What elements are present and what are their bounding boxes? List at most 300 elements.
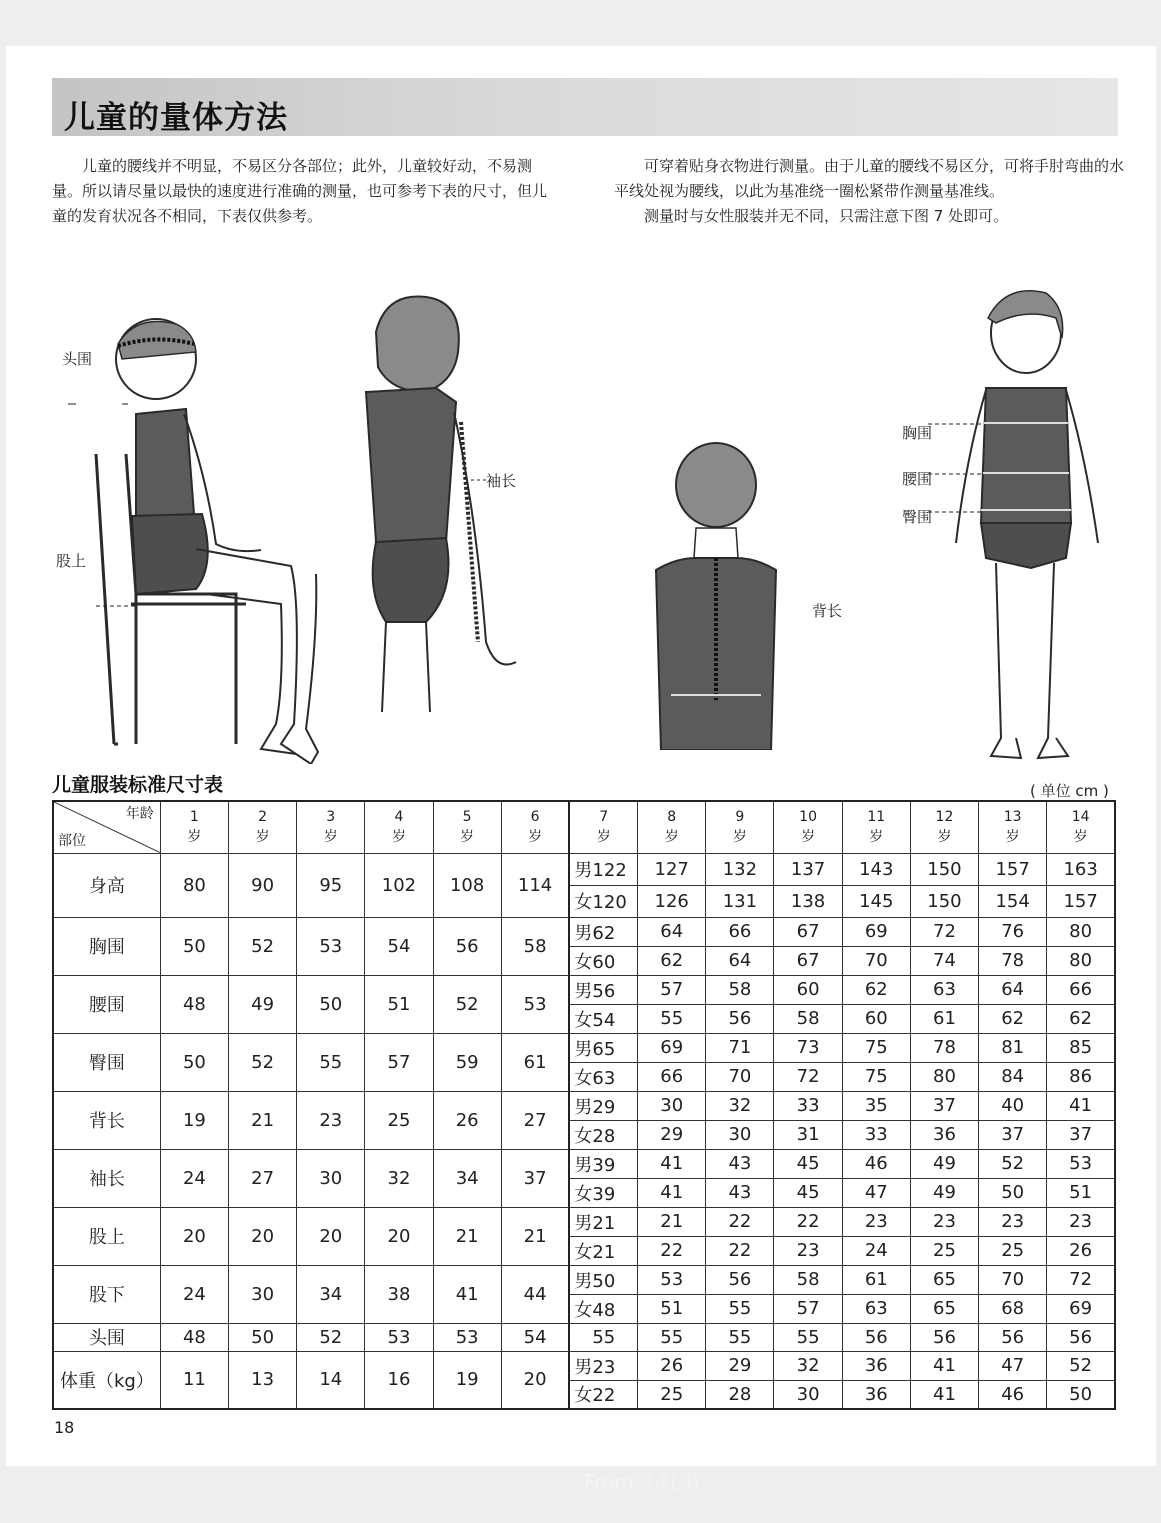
table-cell: 13 [228, 1351, 296, 1409]
age-unit: 岁 [1005, 829, 1020, 846]
age-number: 12 [935, 809, 954, 826]
row-part-label: 袖长 [53, 1149, 160, 1207]
age-number: 10 [799, 809, 817, 826]
age-number: 2 [258, 809, 268, 826]
table-cell-female: 70 [706, 1062, 774, 1091]
age-header-10 [774, 801, 842, 853]
table-row [53, 1207, 1115, 1236]
table-cell-male: 80 [1047, 917, 1115, 946]
table-cell: 50 [160, 1033, 228, 1091]
table-cell-male: 143 [842, 853, 910, 885]
row-part-label: 腰围 [53, 975, 160, 1033]
table-cell-female: 68 [979, 1294, 1047, 1323]
corner-age-label: 年龄 [125, 806, 154, 822]
age-header-13 [979, 801, 1047, 853]
table-cell-female: 41 [910, 1380, 978, 1409]
table-cell: 32 [365, 1149, 433, 1207]
table-row [53, 1149, 1115, 1178]
table-cell: 26 [433, 1091, 501, 1149]
age-unit: 岁 [937, 829, 952, 846]
table-cell-male: 33 [774, 1091, 842, 1120]
table-cell-female: 61 [910, 1004, 978, 1033]
label-head: 头围 [62, 350, 93, 368]
table-cell-female: 58 [774, 1004, 842, 1033]
table-cell-male: 66 [1047, 975, 1115, 1004]
age-header-6 [501, 801, 569, 853]
table-cell-male: 78 [910, 1033, 978, 1062]
table-cell-female: 62 [638, 946, 706, 975]
age-number: 13 [1003, 809, 1022, 826]
table-cell: 27 [501, 1091, 569, 1149]
table-cell-female: 36 [910, 1120, 978, 1149]
table-cell-female: 62 [1047, 1004, 1115, 1033]
table-cell-male: 58 [706, 975, 774, 1004]
table-cell: 41 [433, 1265, 501, 1323]
table-cell-female: 23 [774, 1236, 842, 1265]
table-cell-male: 53 [1047, 1149, 1115, 1178]
table-cell-male: 32 [774, 1351, 842, 1380]
age-unit: 岁 [528, 829, 543, 846]
table-cell-male: 69 [638, 1033, 706, 1062]
table-row [53, 975, 1115, 1004]
table-cell-female: 女22 [569, 1380, 637, 1409]
table-cell: 19 [433, 1351, 501, 1409]
table-cell-female: 47 [842, 1178, 910, 1207]
table-cell-female: 86 [1047, 1062, 1115, 1091]
age-header-9 [706, 801, 774, 853]
table-cell-female: 157 [1047, 885, 1115, 917]
table-cell-male: 男50 [569, 1265, 637, 1294]
table-cell: 20 [501, 1351, 569, 1409]
table-cell-female: 25 [638, 1380, 706, 1409]
table-cell: 20 [297, 1207, 365, 1265]
figure-back-child [646, 440, 786, 750]
table-cell: 52 [297, 1323, 365, 1351]
table-cell: 58 [501, 917, 569, 975]
table-cell-male: 72 [910, 917, 978, 946]
table-cell: 20 [228, 1207, 296, 1265]
table-cell-male: 23 [1047, 1207, 1115, 1236]
table-cell: 16 [365, 1351, 433, 1409]
table-corner-cell [53, 801, 160, 853]
table-cell-male: 58 [774, 1265, 842, 1294]
table-cell-female: 31 [774, 1120, 842, 1149]
age-header-14 [1047, 801, 1115, 853]
table-cell-female: 84 [979, 1062, 1047, 1091]
table-cell-female: 43 [706, 1178, 774, 1207]
table-cell-female: 37 [1047, 1120, 1115, 1149]
table-cell-male: 29 [706, 1351, 774, 1380]
table-cell-female: 145 [842, 885, 910, 917]
table-cell-male: 163 [1047, 853, 1115, 885]
table-cell-female: 女48 [569, 1294, 637, 1323]
table-cell: 55 [638, 1323, 706, 1351]
table-cell: 52 [433, 975, 501, 1033]
table-cell-female: 女28 [569, 1120, 637, 1149]
table-cell-male: 45 [774, 1149, 842, 1178]
table-cell-female: 60 [842, 1004, 910, 1033]
row-part-label: 股下 [53, 1265, 160, 1323]
table-cell-male: 73 [774, 1033, 842, 1062]
table-cell-female: 女39 [569, 1178, 637, 1207]
table-cell: 55 [297, 1033, 365, 1091]
table-cell-male: 61 [842, 1265, 910, 1294]
age-unit: 岁 [732, 829, 747, 846]
table-cell-female: 74 [910, 946, 978, 975]
table-cell-female: 78 [979, 946, 1047, 975]
table-cell-male: 56 [706, 1265, 774, 1294]
table-cell-female: 80 [1047, 946, 1115, 975]
table-cell: 52 [228, 917, 296, 975]
table-cell-male: 41 [638, 1149, 706, 1178]
table-cell: 37 [501, 1149, 569, 1207]
age-header-5 [433, 801, 501, 853]
age-header-12 [910, 801, 978, 853]
table-cell-female: 28 [706, 1380, 774, 1409]
table-cell: 48 [160, 975, 228, 1033]
table-cell-female: 126 [638, 885, 706, 917]
table-cell-female: 50 [1047, 1380, 1115, 1409]
table-cell-female: 69 [1047, 1294, 1115, 1323]
table-cell-female: 138 [774, 885, 842, 917]
intro-right [614, 154, 1126, 229]
table-cell: 24 [160, 1149, 228, 1207]
table-row [53, 1265, 1115, 1294]
table-cell: 50 [160, 917, 228, 975]
table-cell: 54 [501, 1323, 569, 1351]
age-number: 11 [867, 809, 886, 826]
age-unit: 岁 [1073, 829, 1088, 846]
table-cell: 25 [365, 1091, 433, 1149]
table-cell-male: 64 [638, 917, 706, 946]
table-cell: 30 [297, 1149, 365, 1207]
table-cell-female: 63 [842, 1294, 910, 1323]
figure-front-child [926, 278, 1126, 773]
row-part-label: 臀围 [53, 1033, 160, 1091]
table-cell: 56 [433, 917, 501, 975]
table-cell-male: 26 [638, 1351, 706, 1380]
table-cell-male: 男62 [569, 917, 637, 946]
table-cell-female: 女54 [569, 1004, 637, 1033]
age-header-7 [569, 801, 637, 853]
table-cell: 56 [910, 1323, 978, 1351]
table-cell-female: 150 [910, 885, 978, 917]
table-cell: 11 [160, 1351, 228, 1409]
age-number: 7 [599, 809, 609, 826]
age-number: 3 [326, 809, 336, 826]
table-cell-male: 150 [910, 853, 978, 885]
table-cell-male: 男122 [569, 853, 637, 885]
table-cell-male: 男39 [569, 1149, 637, 1178]
table-cell-male: 60 [774, 975, 842, 1004]
table-cell-female: 41 [638, 1178, 706, 1207]
table-row [53, 917, 1115, 946]
age-number: 8 [667, 809, 677, 826]
table-cell-male: 137 [774, 853, 842, 885]
table-cell-male: 70 [979, 1265, 1047, 1294]
row-part-label: 身高 [53, 853, 160, 917]
table-cell: 55 [569, 1323, 637, 1351]
table-cell-female: 75 [842, 1062, 910, 1091]
table-cell: 56 [979, 1323, 1047, 1351]
table-cell: 57 [365, 1033, 433, 1091]
table-cell: 50 [228, 1323, 296, 1351]
table-cell: 21 [433, 1207, 501, 1265]
age-header-3 [297, 801, 365, 853]
table-cell-female: 37 [979, 1120, 1047, 1149]
label-hip: 臀围 [902, 508, 933, 526]
table-cell-male: 63 [910, 975, 978, 1004]
table-cell-female: 25 [910, 1236, 978, 1265]
age-number: 4 [394, 809, 404, 826]
intro-right-text-2: 测量时与女性服装并无不同，只需注意下图 7 处即可。 [644, 207, 1009, 225]
table-cell: 48 [160, 1323, 228, 1351]
label-sleeve: 袖长 [486, 472, 517, 490]
age-unit: 岁 [664, 829, 679, 846]
table-cell-female: 女60 [569, 946, 637, 975]
table-cell-female: 131 [706, 885, 774, 917]
table-cell-female: 154 [979, 885, 1047, 917]
table-cell: 23 [297, 1091, 365, 1149]
table-cell-female: 25 [979, 1236, 1047, 1265]
table-cell-male: 30 [638, 1091, 706, 1120]
table-cell-male: 52 [1047, 1351, 1115, 1380]
table-cell-male: 35 [842, 1091, 910, 1120]
table-cell-male: 67 [774, 917, 842, 946]
table-cell-male: 85 [1047, 1033, 1115, 1062]
table-cell: 19 [160, 1091, 228, 1149]
table-cell-male: 64 [979, 975, 1047, 1004]
table-cell-male: 22 [706, 1207, 774, 1236]
table-cell-male: 157 [979, 853, 1047, 885]
table-cell-male: 41 [1047, 1091, 1115, 1120]
age-unit: 岁 [869, 829, 884, 846]
table-cell: 24 [160, 1265, 228, 1323]
table-cell-male: 71 [706, 1033, 774, 1062]
table-cell: 59 [433, 1033, 501, 1091]
table-cell: 95 [297, 853, 365, 917]
table-cell-male: 47 [979, 1351, 1047, 1380]
table-cell-female: 70 [842, 946, 910, 975]
table-row [53, 1091, 1115, 1120]
table-cell: 14 [297, 1351, 365, 1409]
table-cell: 56 [1047, 1323, 1115, 1351]
corner-part-label: 部位 [58, 832, 86, 849]
table-cell-male: 132 [706, 853, 774, 885]
age-unit: 岁 [596, 829, 611, 846]
age-number: 5 [462, 809, 472, 826]
table-cell-male: 40 [979, 1091, 1047, 1120]
label-waist: 腰围 [902, 470, 933, 488]
table-cell: 34 [433, 1149, 501, 1207]
table-cell: 61 [501, 1033, 569, 1091]
page-number: 18 [54, 1418, 75, 1437]
table-cell-female: 46 [979, 1380, 1047, 1409]
row-part-label: 背长 [53, 1091, 160, 1149]
row-part-label: 胸围 [53, 917, 160, 975]
table-cell-male: 23 [979, 1207, 1047, 1236]
table-cell: 51 [365, 975, 433, 1033]
table-cell: 53 [297, 917, 365, 975]
table-cell-female: 67 [774, 946, 842, 975]
table-cell: 102 [365, 853, 433, 917]
age-unit: 岁 [391, 829, 406, 846]
table-cell: 52 [228, 1033, 296, 1091]
table-cell-male: 男65 [569, 1033, 637, 1062]
age-unit: 岁 [460, 829, 475, 846]
table-cell-female: 22 [638, 1236, 706, 1265]
age-header-2 [228, 801, 296, 853]
table-cell-male: 53 [638, 1265, 706, 1294]
table-cell-male: 23 [842, 1207, 910, 1236]
figure-sleeve-child [346, 292, 536, 712]
table-row [53, 1033, 1115, 1062]
age-unit: 岁 [801, 829, 816, 846]
table-cell-male: 32 [706, 1091, 774, 1120]
table-cell-male: 36 [842, 1351, 910, 1380]
table-cell: 80 [160, 853, 228, 917]
table-cell-female: 30 [706, 1120, 774, 1149]
table-cell-male: 21 [638, 1207, 706, 1236]
table-cell-male: 22 [774, 1207, 842, 1236]
table-cell-male: 52 [979, 1149, 1047, 1178]
table-row [53, 853, 1115, 885]
row-part-label: 头围 [53, 1323, 160, 1351]
table-cell: 53 [365, 1323, 433, 1351]
age-number: 6 [530, 809, 540, 826]
table-cell: 27 [228, 1149, 296, 1207]
table-cell: 50 [297, 975, 365, 1033]
table-cell-male: 81 [979, 1033, 1047, 1062]
table-cell-male: 男29 [569, 1091, 637, 1120]
age-number: 9 [735, 809, 745, 826]
table-cell-male: 127 [638, 853, 706, 885]
table-cell: 34 [297, 1265, 365, 1323]
table-cell-female: 62 [979, 1004, 1047, 1033]
table-cell-male: 46 [842, 1149, 910, 1178]
table-cell: 55 [706, 1323, 774, 1351]
figure-seated-child [66, 304, 336, 764]
age-header-11 [842, 801, 910, 853]
table-cell: 108 [433, 853, 501, 917]
table-cell-female: 50 [979, 1178, 1047, 1207]
table-cell: 20 [160, 1207, 228, 1265]
table-cell: 21 [228, 1091, 296, 1149]
age-number: 14 [1071, 809, 1090, 826]
age-number: 1 [189, 809, 199, 826]
age-unit: 岁 [255, 829, 270, 846]
table-cell-male: 43 [706, 1149, 774, 1178]
table-cell-female: 33 [842, 1120, 910, 1149]
table-cell-female: 65 [910, 1294, 978, 1323]
label-crotch: 股上 [56, 552, 87, 570]
table-cell-male: 57 [638, 975, 706, 1004]
table-cell-female: 24 [842, 1236, 910, 1265]
age-unit: 岁 [323, 829, 338, 846]
table-cell-male: 男56 [569, 975, 637, 1004]
table-cell-female: 80 [910, 1062, 978, 1091]
table-cell-male: 72 [1047, 1265, 1115, 1294]
table-cell-female: 72 [774, 1062, 842, 1091]
table-cell-female: 51 [638, 1294, 706, 1323]
table-cell-female: 30 [774, 1380, 842, 1409]
table-cell-female: 64 [706, 946, 774, 975]
table-cell: 54 [365, 917, 433, 975]
table-cell: 55 [774, 1323, 842, 1351]
intro-left-text: 儿童的腰线并不明显，不易区分各部位；此外，儿童较好动，不易测量。所以请尽量以最快的速度进行准确的测量，也可参考下表的尺寸，但儿童的发育状况各不相同，下表仅供参考。 [52, 157, 548, 225]
table-row [53, 1323, 1115, 1351]
table-cell-female: 26 [1047, 1236, 1115, 1265]
table-cell-female: 51 [1047, 1178, 1115, 1207]
table-cell-female: 56 [706, 1004, 774, 1033]
label-chest: 胸围 [902, 424, 933, 442]
table-cell: 38 [365, 1265, 433, 1323]
table-cell-male: 男21 [569, 1207, 637, 1236]
label-back: 背长 [812, 602, 843, 620]
table-cell: 30 [228, 1265, 296, 1323]
row-part-label: 体重（kg） [53, 1351, 160, 1409]
table-cell: 53 [501, 975, 569, 1033]
table-cell: 90 [228, 853, 296, 917]
table-cell-female: 36 [842, 1380, 910, 1409]
size-table [52, 800, 1116, 1410]
table-unit: ( 单位 cm ) [1030, 782, 1109, 800]
table-cell-female: 女21 [569, 1236, 637, 1265]
table-cell-female: 女63 [569, 1062, 637, 1091]
table-cell-male: 75 [842, 1033, 910, 1062]
table-cell-female: 55 [706, 1294, 774, 1323]
age-header-8 [638, 801, 706, 853]
watermark-text: From 小红书 [584, 1470, 700, 1494]
table-cell-male: 41 [910, 1351, 978, 1380]
table-cell-female: 45 [774, 1178, 842, 1207]
table-cell-male: 男23 [569, 1351, 637, 1380]
table-row [53, 1351, 1115, 1380]
table-cell-male: 49 [910, 1149, 978, 1178]
table-cell: 49 [228, 975, 296, 1033]
table-cell-female: 22 [706, 1236, 774, 1265]
table-cell-female: 49 [910, 1178, 978, 1207]
table-cell-male: 62 [842, 975, 910, 1004]
table-cell-male: 76 [979, 917, 1047, 946]
age-header-4 [365, 801, 433, 853]
table-cell-male: 65 [910, 1265, 978, 1294]
table-cell-female: 29 [638, 1120, 706, 1149]
intro-left [52, 154, 558, 229]
table-cell: 44 [501, 1265, 569, 1323]
table-cell-male: 66 [706, 917, 774, 946]
intro-right-text-1: 可穿着贴身衣物进行测量。由于儿童的腰线不易区分，可将手肘弯曲的水平线处视为腰线，以此为基准绕一圈松紧带作测量基准线。 [614, 157, 1125, 200]
table-cell-female: 57 [774, 1294, 842, 1323]
table-cell: 114 [501, 853, 569, 917]
table-cell: 53 [433, 1323, 501, 1351]
table-header-row [53, 801, 1115, 853]
table-cell-male: 23 [910, 1207, 978, 1236]
table-cell: 56 [842, 1323, 910, 1351]
age-header-1 [160, 801, 228, 853]
table-cell-female: 66 [638, 1062, 706, 1091]
table-cell: 21 [501, 1207, 569, 1265]
age-unit: 岁 [187, 829, 202, 846]
row-part-label: 股上 [53, 1207, 160, 1265]
table-cell-male: 37 [910, 1091, 978, 1120]
table-title: 儿童服装标准尺寸表 [52, 774, 224, 796]
table-cell-female: 女120 [569, 885, 637, 917]
table-cell-male: 69 [842, 917, 910, 946]
book-page [6, 46, 1156, 1466]
page-title: 儿童的量体方法 [64, 100, 288, 136]
table-cell: 20 [365, 1207, 433, 1265]
